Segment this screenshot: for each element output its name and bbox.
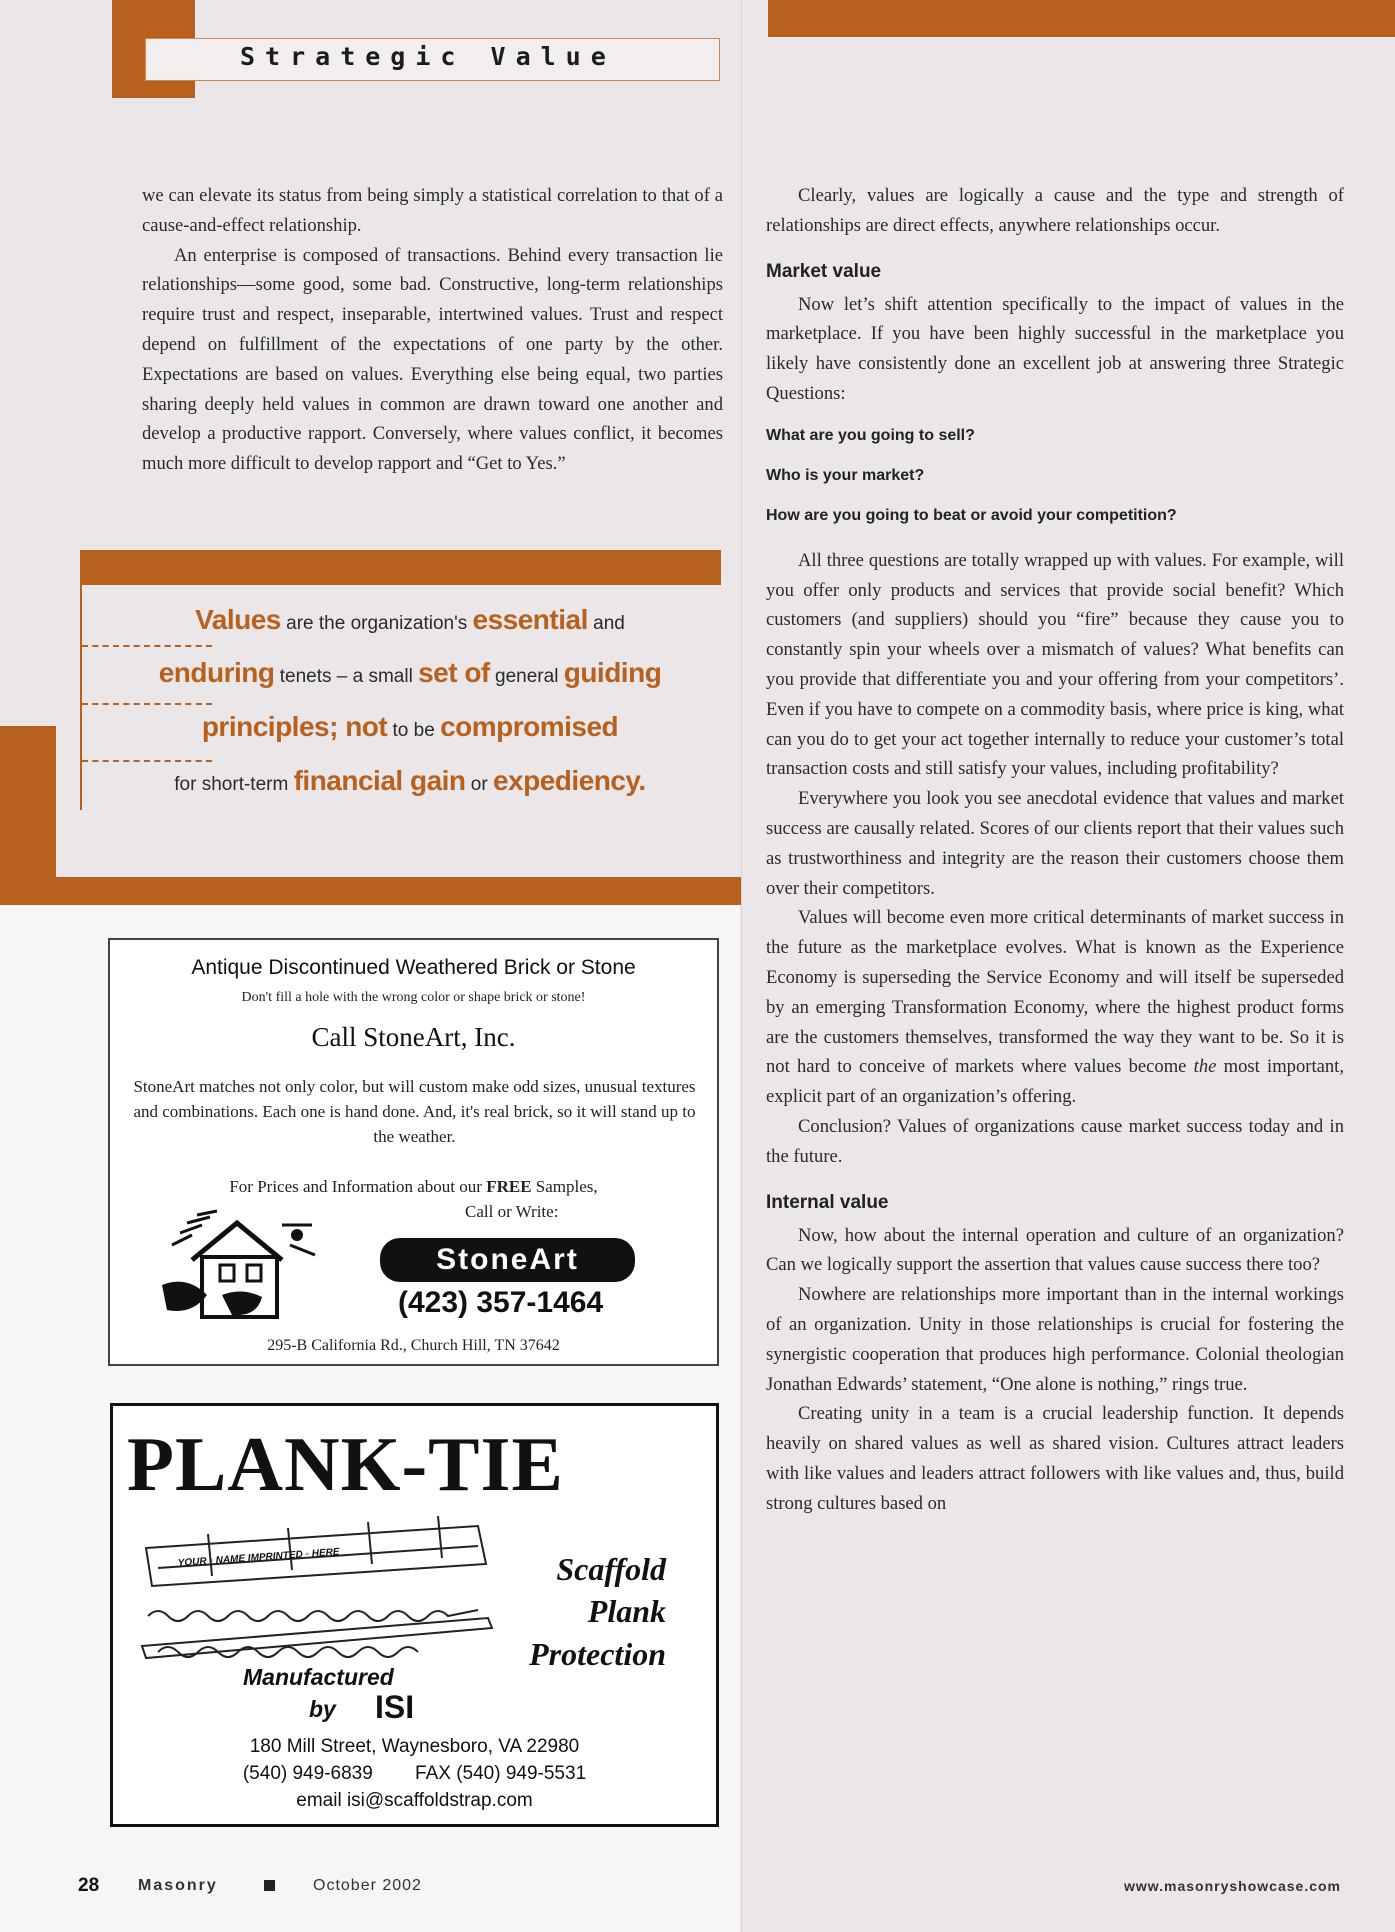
ad-headline: Antique Discontinued Weathered Brick or Stone	[191, 956, 636, 979]
footer-square-icon	[264, 1880, 275, 1891]
left-text-column	[142, 181, 723, 479]
magazine-name: Masonry	[138, 1877, 218, 1894]
pull-quote-line: enduring tenets – a small set of general guiding	[158, 657, 662, 688]
ad-call-to-action: Call StoneArt, Inc.	[311, 1022, 516, 1052]
pull-quote-line: for short-term financial gain or expediency.	[174, 765, 646, 796]
paragraph: Now, how about the internal operation and culture of an organization? Can we logically support the assertion that values cause success there too?	[766, 1224, 1344, 1276]
strategic-question: What are you going to sell?	[766, 426, 975, 444]
ad-phones: (540) 949-6839 FAX (540) 949-5531	[242, 1763, 587, 1784]
ad-email: email isi@scaffoldstrap.com	[296, 1790, 533, 1811]
ad-tagline: Scaffold	[556, 1551, 666, 1587]
paragraph: An enterprise is composed of transactions. Behind every transaction lie relationships—some good, some bad. Constructive, long-term relationships require trust and respect, inseparable, intertwined values. Trust and respect depend on fulfillment of the expectations of one party by the other. Expectations are based on values. Everything else being equal, two parties sharing deeply held values in common are drawn toward one another and develop a productive rapport. Conversely, where values conflict, it becomes much more difficult to develop rapport and “Get to Yes.”	[142, 244, 723, 475]
ad-headline: PLANK-TIE	[127, 1421, 564, 1507]
page-divider	[741, 0, 742, 1932]
ad-prices-line: For Prices and Information about our FREE Samples,	[229, 1177, 598, 1196]
house-illustration	[162, 1205, 332, 1325]
pull-quote-dash	[82, 645, 212, 647]
pull-quote-line: Values are the organization's essential and	[195, 604, 625, 635]
header-accent-bar	[768, 0, 1395, 37]
stoneart-logo: StoneArt	[380, 1238, 635, 1282]
ad-body-text: StoneArt matches not only color, but will custom make odd sizes, unusual textures and combinations. Each one is hand done. And, it's real brick, so it will stand up to the weather.	[133, 1077, 696, 1146]
ad-address: 180 Mill Street, Waynesboro, VA 22980	[249, 1736, 580, 1757]
pull-quote-dash	[82, 703, 212, 705]
page-number: 28	[78, 1875, 100, 1896]
paragraph: Everywhere you look you see anecdotal evidence that values and market success are causally related. Scores of our clients report that their values such as trustworthiness and integrity are the reason their customers choose them over their competitors.	[766, 788, 1344, 899]
right-text-column	[766, 181, 1344, 1518]
ad-tagline: Protection	[529, 1636, 666, 1672]
paragraph: Conclusion? Values of organizations cause market success today and in the future.	[766, 1115, 1344, 1167]
website-url: www.masonryshowcase.com	[1124, 1878, 1341, 1894]
plank-imprint-text: YOUR ◦ NAME IMPRINTED ◦ HERE	[177, 1546, 340, 1569]
ad-company-name: ISI	[375, 1689, 415, 1725]
stoneart-ad	[108, 938, 719, 1366]
subhead-market-value: Market value	[766, 260, 882, 282]
pull-quote-rule	[80, 585, 82, 810]
pull-quote-dash	[82, 760, 212, 762]
plank-tie-ad	[110, 1403, 719, 1827]
pull-quote-bottom-bar	[0, 877, 742, 905]
ad-manufactured-label: Manufactured	[243, 1664, 394, 1690]
ad-by-label: by	[309, 1696, 336, 1722]
ad-call-or-write: Call or Write:	[465, 1202, 559, 1221]
paragraph: Creating unity in a team is a crucial leadership function. It depends heavily on shared values as well as shared vision. Cultures attract leaders with like values and leaders attract followers with like values and, thus, build strong cultures based on	[766, 1403, 1344, 1514]
strategic-question: Who is your market?	[766, 466, 925, 484]
strategic-question: How are you going to beat or avoid your competition?	[766, 506, 1177, 524]
pull-quote-top-bar	[80, 550, 721, 585]
ad-address: 295-B California Rd., Church Hill, TN 37642	[267, 1337, 560, 1354]
ad-subheadline: Don't fill a hole with the wrong color or shape brick or stone!	[241, 990, 586, 1005]
ad-phone: (423) 357-1464	[398, 1286, 604, 1319]
section-title: Strategic Value	[240, 42, 616, 71]
paragraph: Clearly, values are logically a cause and the type and strength of relationships are direct effects, anywhere relationships occur.	[766, 185, 1344, 236]
pull-quote-line: principles; not to be compromised	[201, 711, 619, 742]
paragraph: Nowhere are relationships more important than in the internal workings of an organization. Unity in those relationships is crucial for fostering the synergistic cooperation that produces high performance. Colonial theologian Jonathan Edwards’ statement, “One alone is nothing,” rings true.	[766, 1284, 1344, 1395]
paragraph: we can elevate its status from being simply a statistical correlation to that of a cause-and-effect relationship.	[142, 185, 723, 236]
subhead-internal-value: Internal value	[766, 1191, 889, 1213]
paragraph: Values will become even more critical determinants of market success in the future as the marketplace evolves. What is known as the Experience Economy is superseding the Service Economy and will itself be superseded by an emerging Transformation Economy, where the highest product forms are the customers themselves, transformed the way they want to be. So it is not hard to conceive of markets where values become the most important, explicit part of an organization’s offering.	[766, 907, 1344, 1108]
ad-tagline: Plank	[587, 1593, 666, 1629]
paragraph: All three questions are totally wrapped up with values. For example, will you offer only products and services that provide social benefit? Which customers (and suppliers) should you “fire” because they cause you to constantly spin your wheels over a mismatch of values? What benefits can you provide that differentiate you and your offering from your competitors’. Even if you have to compete on a commodity basis, where price is king, what can you do to get your act together internally to reduce your customer’s total transaction costs and still satisfy your values, including profitability?	[766, 549, 1344, 780]
paragraph: Now let’s shift attention specifically to the impact of values in the marketplace. If you have been highly successful in the marketplace you likely have consistently done an excellent job at answering three Strategic Questions:	[766, 293, 1344, 404]
issue-date: October 2002	[313, 1877, 422, 1894]
